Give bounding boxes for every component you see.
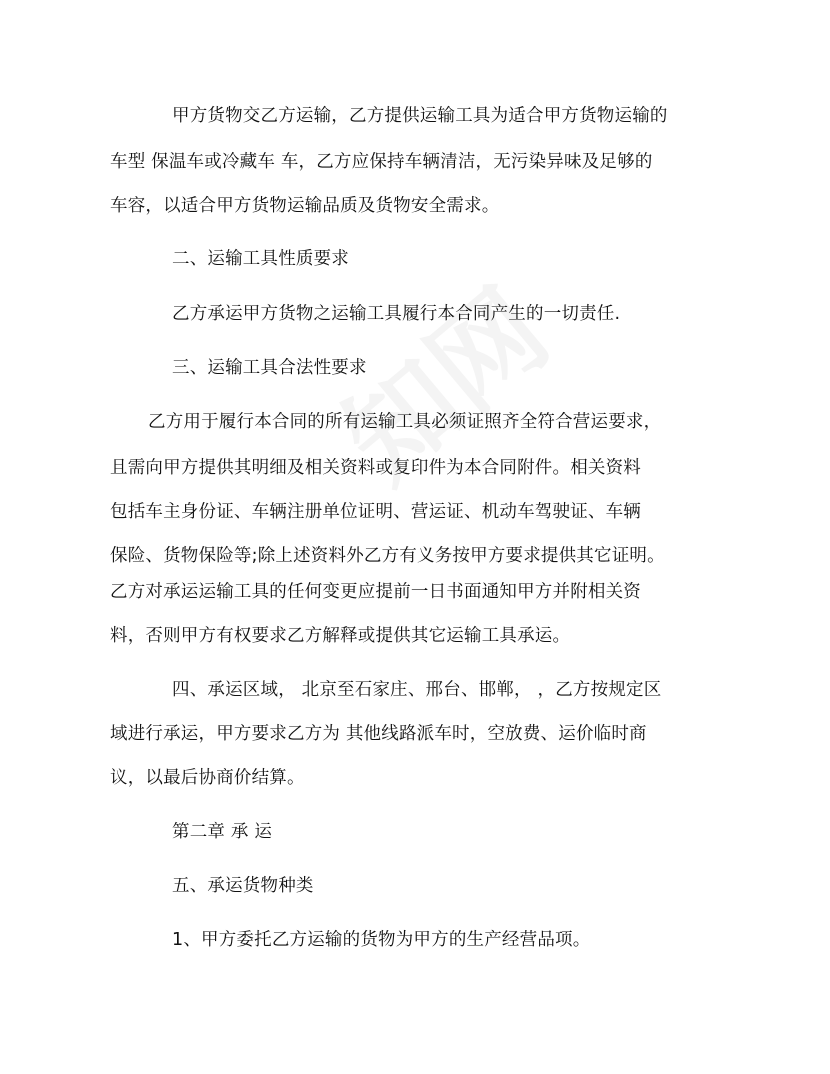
chapter-heading: 第二章 承 运 bbox=[172, 822, 273, 842]
paragraph-line: 乙方对承运运输工具的任何变更应提前一日书面通知甲方并附相关资 bbox=[110, 582, 641, 602]
paragraph-line: 乙方承运甲方货物之运输工具履行本合同产生的一切责任. bbox=[172, 304, 621, 324]
section-heading: 三、运输工具合法性要求 bbox=[172, 358, 367, 378]
paragraph-line: 域进行承运，甲方要求乙方为 其他线路派车时，空放费、运价临时商 bbox=[110, 724, 647, 744]
paragraph-line: 且需向甲方提供其明细及相关资料或复印件为本合同附件。相关资料 bbox=[110, 458, 641, 478]
paragraph-line: 议，以最后协商价结算。 bbox=[110, 768, 305, 788]
paragraph-line: 乙方用于履行本合同的所有运输工具必须证照齐全符合营运要求， bbox=[148, 412, 662, 432]
section-heading: 二、运输工具性质要求 bbox=[172, 249, 349, 269]
paragraph-line: 车型 保温车或冷藏车 车，乙方应保持车辆清洁，无污染异味及足够的 bbox=[110, 152, 653, 172]
paragraph-line: 包括车主身份证、车辆注册单位证明、营运证、机动车驾驶证、车辆 bbox=[110, 502, 641, 522]
paragraph-line: 保险、货物保险等;除上述资料外乙方有义务按甲方要求提供其它证明。 bbox=[110, 546, 665, 566]
paragraph-line: 1、甲方委托乙方运输的货物为甲方的生产经营品项。 bbox=[172, 930, 591, 950]
paragraph-line: 甲方货物交乙方运输，乙方提供运输工具为适合甲方货物运输的 bbox=[172, 106, 668, 126]
paragraph-line: 四、承运区域， 北京至石家庄、邢台、邯郸， ，乙方按规定区 bbox=[172, 680, 662, 700]
paragraph-line: 车容，以适合甲方货物运输品质及货物安全需求。 bbox=[110, 196, 500, 216]
paragraph-line: 料，否则甲方有权要求乙方解释或提供其它运输工具承运。 bbox=[110, 626, 571, 646]
section-heading: 五、承运货物种类 bbox=[172, 876, 314, 896]
